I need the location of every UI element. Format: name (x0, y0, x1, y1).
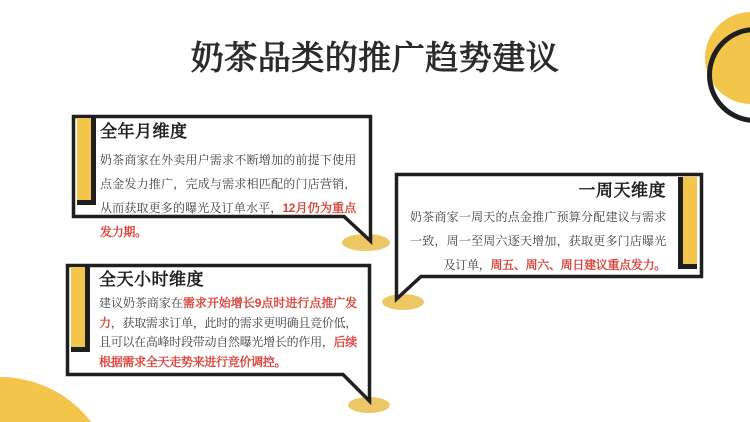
card-body-hourly (99, 294, 357, 372)
card-body-weekly (410, 205, 666, 277)
card-title-hourly: 全天小时维度 (99, 270, 204, 289)
card-title-weekly: 一周天维度 (578, 181, 666, 200)
highlight-text: 需求开始增长9点时进行点推广发力 (99, 296, 357, 330)
card-body-yearly (100, 148, 356, 244)
body-text: 奶茶商家在外卖用户需求不断增加的前提下使用点金发力推广，完成与需求相匹配的门店营销，从而获取更多的曝光及订单水平， (100, 153, 356, 215)
highlight-text: 12月仍为重点发力期。 (100, 201, 356, 239)
highlight-text: 周五、周六、周日建议重点发力。 (490, 258, 666, 272)
card-title-yearly: 全年月维度 (100, 122, 188, 141)
accent-ribbon-hourly (71, 267, 90, 352)
body-text: 奶茶商家一周天的点金推广预算分配建议与需求一致，周一至周六逐天增加，获取更多门店曝光及订单， (410, 210, 666, 272)
highlight-text: 后续根据需求全天走势来进行竞价调控。 (99, 335, 357, 369)
body-text: 建议奶茶商家在 (99, 296, 183, 310)
card-weekly (410, 181, 666, 277)
page-title: 奶茶品类的推广趋势建议 (190, 39, 560, 76)
accent-ribbon-yearly (77, 118, 96, 205)
card-yearly (100, 122, 356, 244)
card-hourly (99, 270, 357, 372)
accent-ribbon-weekly (678, 177, 697, 269)
body-text: ，获取需求订单，此时的需求更明确且竞价低，且可以在高峰时段带动自然曝光增长的作用， (99, 315, 358, 349)
